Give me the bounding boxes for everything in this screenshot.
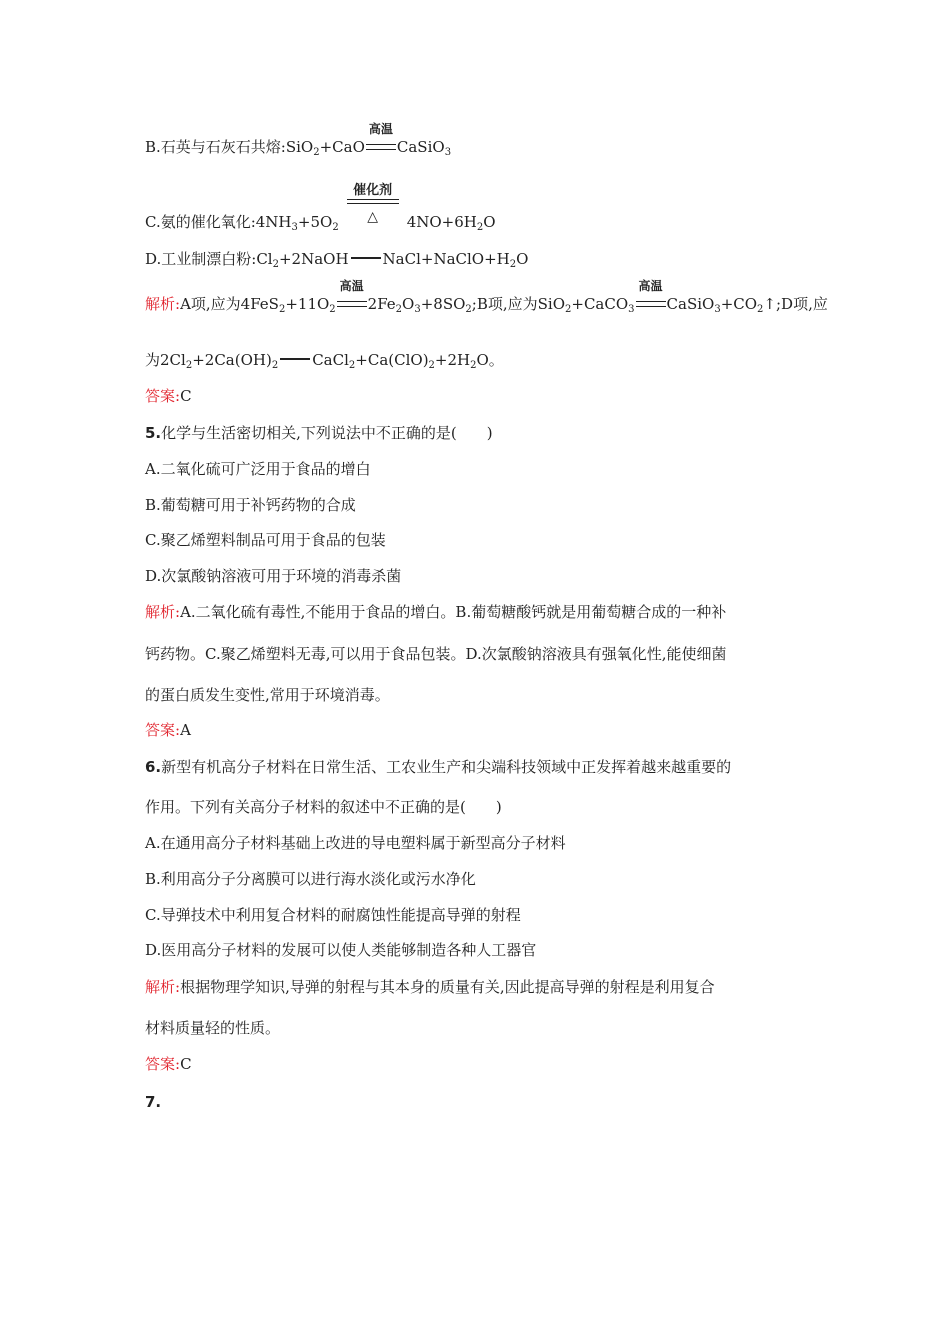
q6-option-b: B.利用高分子分离膜可以进行海水淡化或污水净化 <box>145 870 476 888</box>
subscript: 3 <box>628 304 635 315</box>
subscript: 2 <box>271 360 279 371</box>
analysis-text: +2H <box>434 351 471 369</box>
q4-optd-end: O <box>516 250 529 268</box>
q4-optd-mid: +2NaOH <box>278 250 349 268</box>
analysis-text: A项,应为4FeS <box>180 295 279 313</box>
q5-answer <box>145 720 191 740</box>
analysis-text: +Ca(ClO) <box>355 351 429 369</box>
equal-sign <box>280 358 310 360</box>
subscript: 2 <box>278 304 286 315</box>
q4-optb-product: CaSiO <box>396 138 445 156</box>
q4-analysis-line-2 <box>145 350 504 376</box>
subscript: 2 <box>332 222 339 233</box>
q4-optd-product: NaCl+NaClO+H <box>382 250 510 268</box>
q4-optb-mid: +CaO <box>319 138 365 156</box>
analysis-text: O <box>402 295 415 313</box>
answer-value: C <box>180 387 192 405</box>
q4-optc-product: 4NO+6H <box>406 213 477 231</box>
q4-option-b <box>145 122 452 163</box>
equal-sign <box>337 301 367 307</box>
answer-label: 答案: <box>145 1055 181 1073</box>
q6-answer <box>145 1054 192 1074</box>
equal-sign <box>636 301 666 307</box>
subscript: 2 <box>470 360 477 371</box>
equal-sign <box>347 199 399 204</box>
subscript: 2 <box>428 360 435 371</box>
q6-option-d: D.医用高分子材料的发展可以使人类能够制造各种人工器官 <box>145 941 537 959</box>
analysis-label: 解析: <box>145 603 181 621</box>
q4-optd-text: D.工业制漂白粉:Cl <box>145 250 273 268</box>
subscript: 2 <box>185 360 193 371</box>
question-stem: 化学与生活密切相关,下列说法中不正确的是( ) <box>161 424 493 442</box>
subscript: 2 <box>509 259 517 270</box>
q5-analysis-line-1 <box>145 602 726 622</box>
q7-number: 7. <box>145 1093 162 1111</box>
answer-value: C <box>180 1055 192 1073</box>
subscript: 2 <box>565 304 572 315</box>
analysis-label: 解析: <box>145 295 181 313</box>
analysis-text: +CaCO <box>571 295 629 313</box>
condition-label: 催化剂 <box>353 183 393 198</box>
q6-analysis-line-2: 材料质量轻的性质。 <box>145 1019 281 1037</box>
q5-option-c: C.聚乙烯塑料制品可用于食品的包装 <box>145 531 386 549</box>
question-number: 6. <box>145 758 162 776</box>
analysis-label: 解析: <box>145 978 181 996</box>
subscript: 3 <box>714 304 721 315</box>
subscript: 2 <box>348 360 356 371</box>
reaction-condition <box>337 279 367 314</box>
q5-option-d: D.次氯酸钠溶液可用于环境的消毒杀菌 <box>145 567 402 585</box>
heat-icon: △ <box>367 209 379 225</box>
reaction-condition <box>636 279 666 314</box>
subscript: 2 <box>465 304 472 315</box>
subscript: 3 <box>414 304 421 315</box>
subscript: 2 <box>272 259 279 270</box>
q5-stem <box>145 423 493 443</box>
q6-option-a: A.在通用高分子材料基础上改进的导电塑料属于新型高分子材料 <box>145 834 566 852</box>
analysis-text: ;B项,应为SiO <box>471 295 566 313</box>
answer-value: A <box>180 721 191 739</box>
q5-analysis-line-2: 钙药物。C.聚乙烯塑料无毒,可以用于食品包装。D.次氯酸钠溶液具有强氧化性,能使细菌 <box>145 645 727 663</box>
analysis-text: CaCl <box>312 351 349 369</box>
analysis-text: O。 <box>476 351 504 369</box>
analysis-text: +CO <box>720 295 758 313</box>
analysis-text: 2Fe <box>367 295 396 313</box>
q6-stem-line-1 <box>145 757 731 777</box>
q5-option-b: B.葡萄糖可用于补钙药物的合成 <box>145 496 356 514</box>
answer-label: 答案: <box>145 721 181 739</box>
q4-option-d <box>145 249 528 275</box>
q4-option-c <box>145 183 496 238</box>
q4-optc-end: O <box>483 213 496 231</box>
condition-label: 高温 <box>339 279 364 293</box>
reaction-condition <box>366 122 396 157</box>
analysis-text: 为2Cl <box>145 351 186 369</box>
q4-answer <box>145 386 192 406</box>
equal-sign <box>366 144 396 150</box>
analysis-text: 根据物理学知识,导弹的射程与其本身的质量有关,因此提高导弹的射程是利用复合 <box>180 978 715 996</box>
analysis-text: +2Ca(OH) <box>192 351 272 369</box>
condition-label: 高温 <box>638 279 663 293</box>
q6-analysis-line-1 <box>145 977 715 997</box>
q4-optb-text: B.石英与石灰石共熔:SiO <box>145 138 314 156</box>
analysis-text: +11O <box>285 295 330 313</box>
analysis-text: +8SO <box>420 295 466 313</box>
answer-label: 答案: <box>145 387 181 405</box>
subscript: 2 <box>395 304 403 315</box>
question-stem: 新型有机高分子材料在日常生活、工农业生产和尖端科技领域中正发挥着越来越重要的 <box>161 758 732 776</box>
condition-label: 高温 <box>368 122 393 136</box>
reaction-condition <box>347 183 399 227</box>
analysis-text: CaSiO <box>666 295 715 313</box>
subscript: 2 <box>329 304 336 315</box>
q4-optc-mid: +5O <box>297 213 333 231</box>
subscript: 2 <box>757 304 764 315</box>
equal-sign <box>351 257 381 259</box>
q4-analysis-line-1 <box>145 279 828 320</box>
analysis-text: A.二氧化硫有毒性,不能用于食品的增白。B.葡萄糖酸钙就是用葡萄糖合成的一种补 <box>180 603 727 621</box>
subscript: 3 <box>444 147 452 158</box>
q5-option-a: A.二氧化硫可广泛用于食品的增白 <box>145 460 371 478</box>
q6-stem-line-2: 作用。下列有关高分子材料的叙述中不正确的是( ) <box>145 798 502 816</box>
subscript: 3 <box>291 222 298 233</box>
q5-analysis-line-3: 的蛋白质发生变性,常用于环境消毒。 <box>145 686 390 704</box>
q4-optc-text: C.氨的催化氧化:4NH <box>145 213 292 231</box>
subscript: 2 <box>476 222 484 233</box>
q6-option-c: C.导弹技术中利用复合材料的耐腐蚀性能提高导弹的射程 <box>145 906 521 924</box>
question-number: 5. <box>145 424 162 442</box>
subscript: 2 <box>313 147 320 158</box>
analysis-text: ↑;D项,应 <box>763 295 828 313</box>
